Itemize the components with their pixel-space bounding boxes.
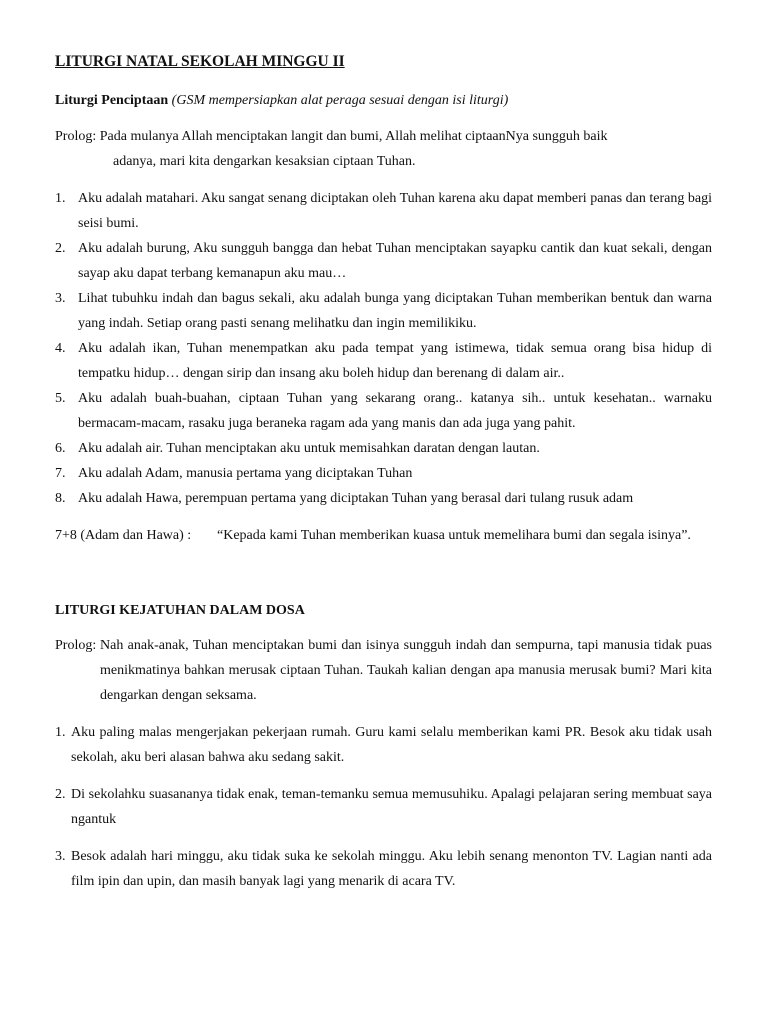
list-item <box>55 486 712 511</box>
item-number: 8. <box>55 491 66 506</box>
prolog-line2: adanya, mari kita dengarkan kesaksian ciptaan Tuhan. <box>113 154 416 169</box>
fall-list <box>55 720 712 894</box>
prolog-label: Prolog: <box>55 129 97 144</box>
section1-subtitle <box>55 88 712 113</box>
list-item <box>55 461 712 486</box>
subtitle-italic: (GSM mempersiapkan alat peraga sesuai dengan isi liturgi) <box>171 93 509 108</box>
item-number: 3. <box>55 291 66 306</box>
prolog-label: Prolog: <box>55 638 97 653</box>
section1-prolog <box>55 124 712 174</box>
list-item <box>55 236 712 286</box>
item-text: Aku adalah matahari. Aku sangat senang diciptakan oleh Tuhan karena aku dapat memberi panas dan terang bagi seisi bumi. <box>78 191 712 231</box>
subtitle-bold: Liturgi Penciptaan <box>55 93 169 108</box>
list-item <box>55 336 712 386</box>
list-item <box>55 286 712 336</box>
item-text: Aku adalah air. Tuhan menciptakan aku untuk memisahkan daratan dengan lautan. <box>78 441 540 456</box>
item-text: Aku adalah Adam, manusia pertama yang diciptakan Tuhan <box>78 466 413 481</box>
item-number: 6. <box>55 441 66 456</box>
item-number: 7. <box>55 466 66 481</box>
list-item <box>55 844 712 894</box>
item-text: Lihat tubuhku indah dan bagus sekali, aku adalah bunga yang diciptakan Tuhan memberikan bentuk dan warna yang indah. Setiap orang pasti senang melihatku dan ingin memilikiku. <box>78 291 712 331</box>
item-number: 2. <box>55 787 66 802</box>
adam-hawa-quote: “Kepada kami Tuhan memberikan kuasa untuk memelihara bumi dan segala isinya”. <box>217 528 691 543</box>
adam-hawa-line <box>55 523 712 548</box>
adam-hawa-speaker: 7+8 (Adam dan Hawa) : <box>55 528 192 543</box>
item-text: Aku adalah buah-buahan, ciptaan Tuhan yang sekarang orang.. katanya sih.. untuk kesehatan.. warnaku bermacam-macam, rasaku juga beraneka ragam ada yang manis dan ada juga yang pahit. <box>78 391 712 431</box>
item-number: 1. <box>55 725 66 740</box>
item-number: 4. <box>55 341 66 356</box>
prolog-line1: Pada mulanya Allah menciptakan langit dan bumi, Allah melihat ciptaanNya sungguh baik <box>99 129 608 144</box>
item-text: Besok adalah hari minggu, aku tidak suka ke sekolah minggu. Aku lebih senang menonton TV. Lagian nanti ada film ipin dan upin, dan masih banyak lagi yang menarik di acara TV. <box>71 849 712 889</box>
section2-prolog <box>55 633 712 708</box>
list-item <box>55 720 712 770</box>
item-text: Aku adalah burung, Aku sungguh bangga dan hebat Tuhan menciptakan sayapku cantik dan kuat sekali, dengan sayap aku dapat terbang kemanapun aku mau… <box>78 241 712 281</box>
list-item <box>55 386 712 436</box>
prolog-text: Nah anak-anak, Tuhan menciptakan bumi dan isinya sungguh indah dan sempurna, tapi manusia tidak puas menikmatinya bahkan merusak ciptaan Tuhan. Taukah kalian dengan apa manusia merusak bumi? Mari kita dengarkan dengan seksama. <box>100 638 712 703</box>
item-number: 5. <box>55 391 66 406</box>
item-text: Aku paling malas mengerjakan pekerjaan rumah. Guru kami selalu memberikan kami PR. Besok aku tidak usah sekolah, aku beri alasan bahwa aku sedang sakit. <box>71 725 712 765</box>
creation-list <box>55 186 712 511</box>
item-text: Aku adalah Hawa, perempuan pertama yang diciptakan Tuhan yang berasal dari tulang rusuk adam <box>78 491 634 506</box>
item-number: 3. <box>55 849 66 864</box>
item-text: Di sekolahku suasananya tidak enak, teman-temanku semua memusuhiku. Apalagi pelajaran sering membuat saya ngantuk <box>71 787 712 827</box>
list-item <box>55 436 712 461</box>
list-item <box>55 186 712 236</box>
list-item <box>55 782 712 832</box>
section2-title: LITURGI KEJATUHAN DALAM DOSA <box>55 603 305 618</box>
item-text: Aku adalah ikan, Tuhan menempatkan aku pada tempat yang istimewa, tidak semua orang bisa hidup di tempatku hidup… dengan sirip dan insang aku boleh hidup dan berenang di dalam air.. <box>78 341 712 381</box>
document-title: LITURGI NATAL SEKOLAH MINGGU II <box>55 53 345 70</box>
item-number: 2. <box>55 241 66 256</box>
item-number: 1. <box>55 191 66 206</box>
